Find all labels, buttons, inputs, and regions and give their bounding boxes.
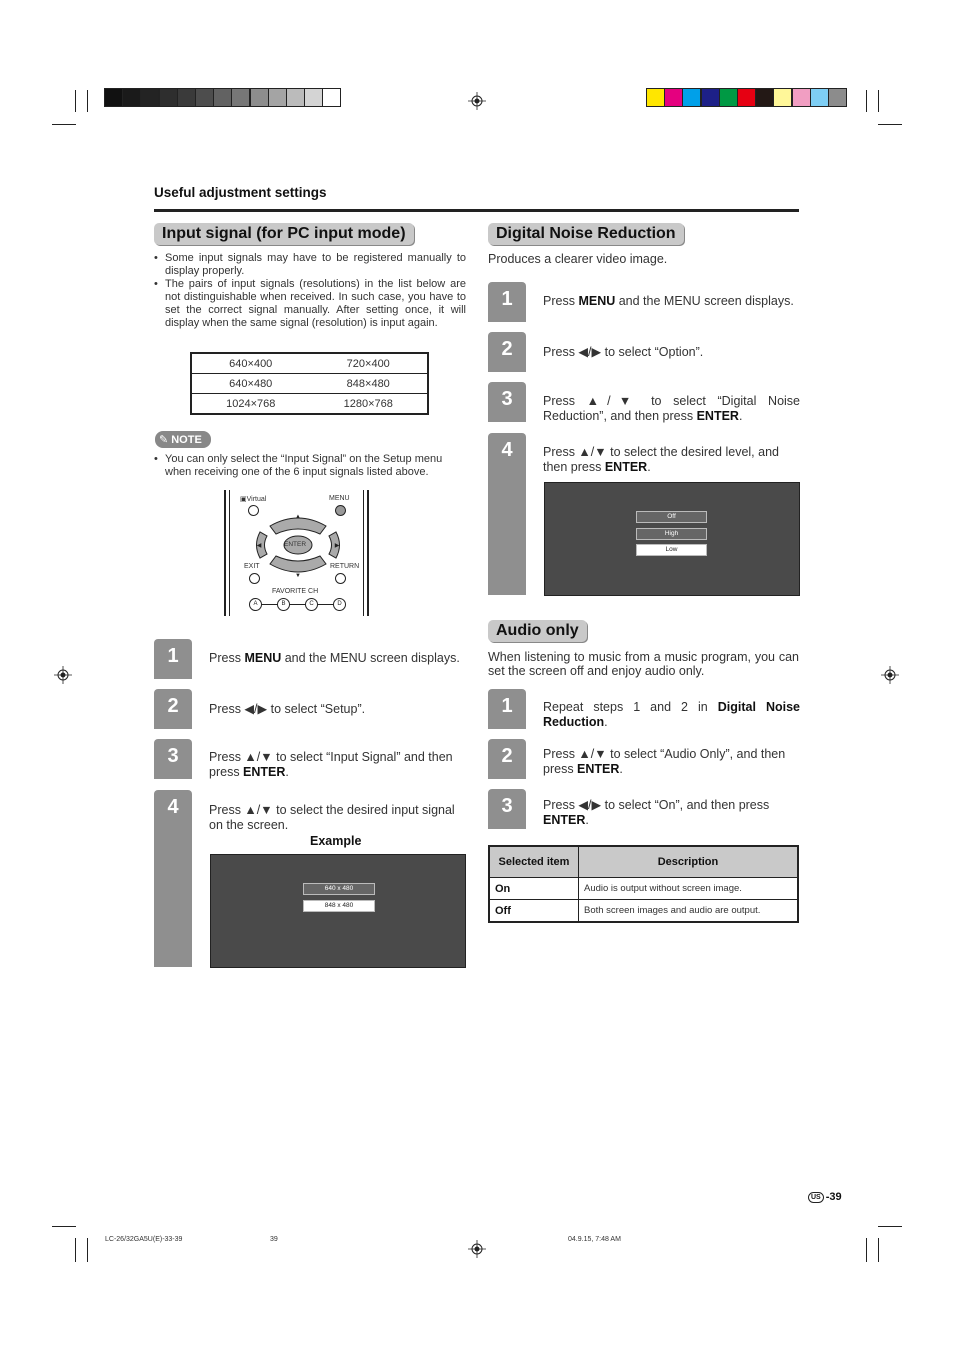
exit-button[interactable] (249, 573, 260, 584)
remote-edge (363, 490, 364, 616)
page-number (808, 1191, 842, 1203)
table-cell: 1280×768 (343, 397, 393, 410)
color-swatch (232, 89, 249, 106)
step-text: Press ▲/▼ to select the desired input signal on the screen. (209, 803, 455, 832)
step-number: 1 (488, 282, 526, 322)
dnr-intro: Produces a clearer video image. (488, 252, 668, 266)
crop-mark (87, 1238, 88, 1262)
menu-label: MENU (329, 495, 350, 502)
color-swatch (683, 89, 700, 106)
remote-edge (229, 490, 230, 616)
crop-mark (878, 124, 902, 125)
table-cell: 848×480 (310, 374, 429, 394)
table-row (489, 878, 798, 900)
step-number: 2 (488, 332, 526, 372)
color-swatch (665, 89, 682, 106)
color-swatch (323, 89, 340, 106)
step-number: 1 (154, 639, 192, 679)
favorite-b-button[interactable]: B (277, 598, 290, 611)
bullet-item: • Some input signals may have to be registered manually to display properly. (154, 252, 466, 278)
menu-option[interactable]: Off (636, 511, 707, 523)
step-number: 1 (488, 689, 526, 729)
table-cell: 720×400 (310, 353, 429, 374)
step-text: Press ▲/▼ to select “Audio Only”, and then press ENTER. (543, 747, 786, 776)
color-swatch (793, 89, 810, 106)
crop-mark (52, 1226, 76, 1227)
menu-option[interactable]: High (636, 528, 707, 540)
audio-intro: When listening to music from a music program, you can set the screen off and enjoy audio only. (488, 650, 799, 678)
note-item: • You can only select the “Input Signal” on the Setup menu when receiving one of the 6 input signals listed above. (154, 453, 466, 479)
table-cell: Audio is output without screen image. (579, 878, 799, 900)
crop-mark (866, 1238, 867, 1262)
table-cell: 640×480 (191, 374, 310, 394)
registration-mark-icon (468, 1240, 486, 1258)
color-swatch (305, 89, 322, 106)
crop-mark (75, 1238, 76, 1262)
note-label: NOTE (171, 433, 202, 446)
step-text: Press MENU and the MENU screen displays. (543, 294, 794, 308)
step-number: 3 (154, 739, 192, 779)
table-header-row (489, 846, 798, 878)
table-row (191, 374, 428, 394)
color-swatch (178, 89, 195, 106)
table-header: Selected item (489, 846, 579, 878)
step-number: 4 (154, 790, 192, 967)
table-cell: Off (489, 900, 579, 923)
table-cell: On (489, 878, 579, 900)
color-swatch (774, 89, 791, 106)
favorite-bar (258, 604, 338, 605)
menu-option[interactable]: 640 x 480 (303, 883, 375, 895)
color-swatch (141, 89, 158, 106)
favorite-d-button[interactable]: D (333, 598, 346, 611)
color-swatch (756, 89, 773, 106)
svg-text:◀: ◀ (256, 543, 262, 549)
registration-mark-icon (468, 92, 486, 110)
pencil-icon: ✎ (159, 434, 169, 446)
step-number: 3 (488, 789, 526, 829)
color-swatch (251, 89, 268, 106)
crop-mark (878, 1238, 879, 1262)
page-section-title: Useful adjustment settings (154, 185, 327, 200)
color-swatch (214, 89, 231, 106)
color-swatch (738, 89, 755, 106)
enter-label: ENTER (284, 541, 307, 548)
crop-mark (878, 90, 879, 112)
color-swatch (702, 89, 719, 106)
resolution-table (190, 352, 429, 415)
virtual-label: ▣Virtual (240, 496, 267, 503)
table-row (191, 394, 428, 415)
table-row (489, 900, 798, 923)
file-page: 39 (270, 1236, 278, 1243)
table-cell: Both screen images and audio are output. (579, 900, 799, 923)
step-text: Repeat steps 1 and 2 in Digital Noise Reduction. (543, 700, 800, 729)
table-cell: 640×400 (191, 353, 310, 374)
table-cell: 1024×768 (226, 397, 276, 410)
crop-mark (75, 90, 76, 112)
example-label: Example (310, 834, 362, 848)
audio-only-table (488, 845, 799, 923)
dnr-screen (544, 482, 800, 596)
example-screen (210, 854, 466, 968)
color-swatch (720, 89, 737, 106)
color-swatch (160, 89, 177, 106)
section-title-dnr: Digital Noise Reduction (488, 223, 684, 245)
color-swatch (647, 89, 664, 106)
header-rule (154, 209, 799, 212)
registration-mark-icon (881, 666, 899, 684)
menu-option-selected[interactable]: 848 x 480 (303, 900, 375, 912)
return-label: RETURN (330, 563, 360, 570)
crop-mark (878, 1226, 902, 1227)
color-swatch (287, 89, 304, 106)
remote-illustration (224, 490, 372, 616)
menu-option-selected[interactable]: Low (636, 544, 707, 556)
remote-edge (224, 490, 226, 616)
region-badge: US (808, 1192, 824, 1203)
note-badge (155, 431, 211, 448)
remote-edge (367, 490, 369, 616)
crop-mark (87, 90, 88, 112)
table-row (191, 353, 428, 374)
color-swatch (829, 89, 846, 106)
file-name: LC-26/32GA5U(E)-33-39 (105, 1236, 183, 1243)
crop-mark (866, 90, 867, 112)
color-swatch (196, 89, 213, 106)
step-text: Press ▲/▼ to select “Digital Noise Reduction”, and then press ENTER. (543, 394, 800, 423)
favorite-ch-label: FAVORITE CH (272, 588, 319, 595)
svg-text:▶: ▶ (334, 543, 340, 549)
step-text: Press ▲/▼ to select the desired level, and then press ENTER. (543, 445, 779, 474)
virtual-icon: ▣ (240, 496, 247, 503)
section-title-audio-only: Audio only (488, 620, 587, 642)
step-text: Press ◀/▶ to select “Setup”. (209, 702, 366, 716)
step-number: 2 (488, 739, 526, 779)
favorite-c-button[interactable]: C (305, 598, 318, 611)
step-text: Press ◀/▶ to select “Option”. (543, 345, 704, 359)
table-header: Description (579, 846, 799, 878)
bullet-item: • The pairs of input signals (resolutions) in the list below are not distinguishable when received. In such case, you have to set the correct signal manually. After setting once, it will display when the same signal (resolution) is input again. (154, 278, 466, 330)
step-number: 4 (488, 433, 526, 595)
step-text: Press ▲/▼ to select “Input Signal” and then press ENTER. (209, 750, 453, 779)
timestamp: 04.9.15, 7:48 AM (568, 1236, 621, 1243)
svg-text:▲: ▲ (295, 514, 301, 520)
color-swatch (811, 89, 828, 106)
color-swatch (105, 89, 122, 106)
exit-label: EXIT (244, 563, 260, 570)
bullet-list (154, 252, 466, 330)
note-list (154, 453, 466, 479)
registration-mark-icon (54, 666, 72, 684)
step-text: Press ◀/▶ to select “On”, and then press ENTER. (543, 798, 770, 827)
color-swatch (269, 89, 286, 106)
favorite-a-button[interactable]: A (249, 598, 262, 611)
return-button[interactable] (335, 573, 346, 584)
page-number-text: -39 (825, 1191, 842, 1203)
step-number: 3 (488, 382, 526, 422)
section-title-input-signal: Input signal (for PC input mode) (154, 223, 414, 245)
step-number: 2 (154, 689, 192, 729)
svg-text:▼: ▼ (295, 573, 301, 579)
color-swatch (123, 89, 140, 106)
step-text: Press MENU and the MENU screen displays. (209, 651, 460, 665)
crop-mark (52, 124, 76, 125)
